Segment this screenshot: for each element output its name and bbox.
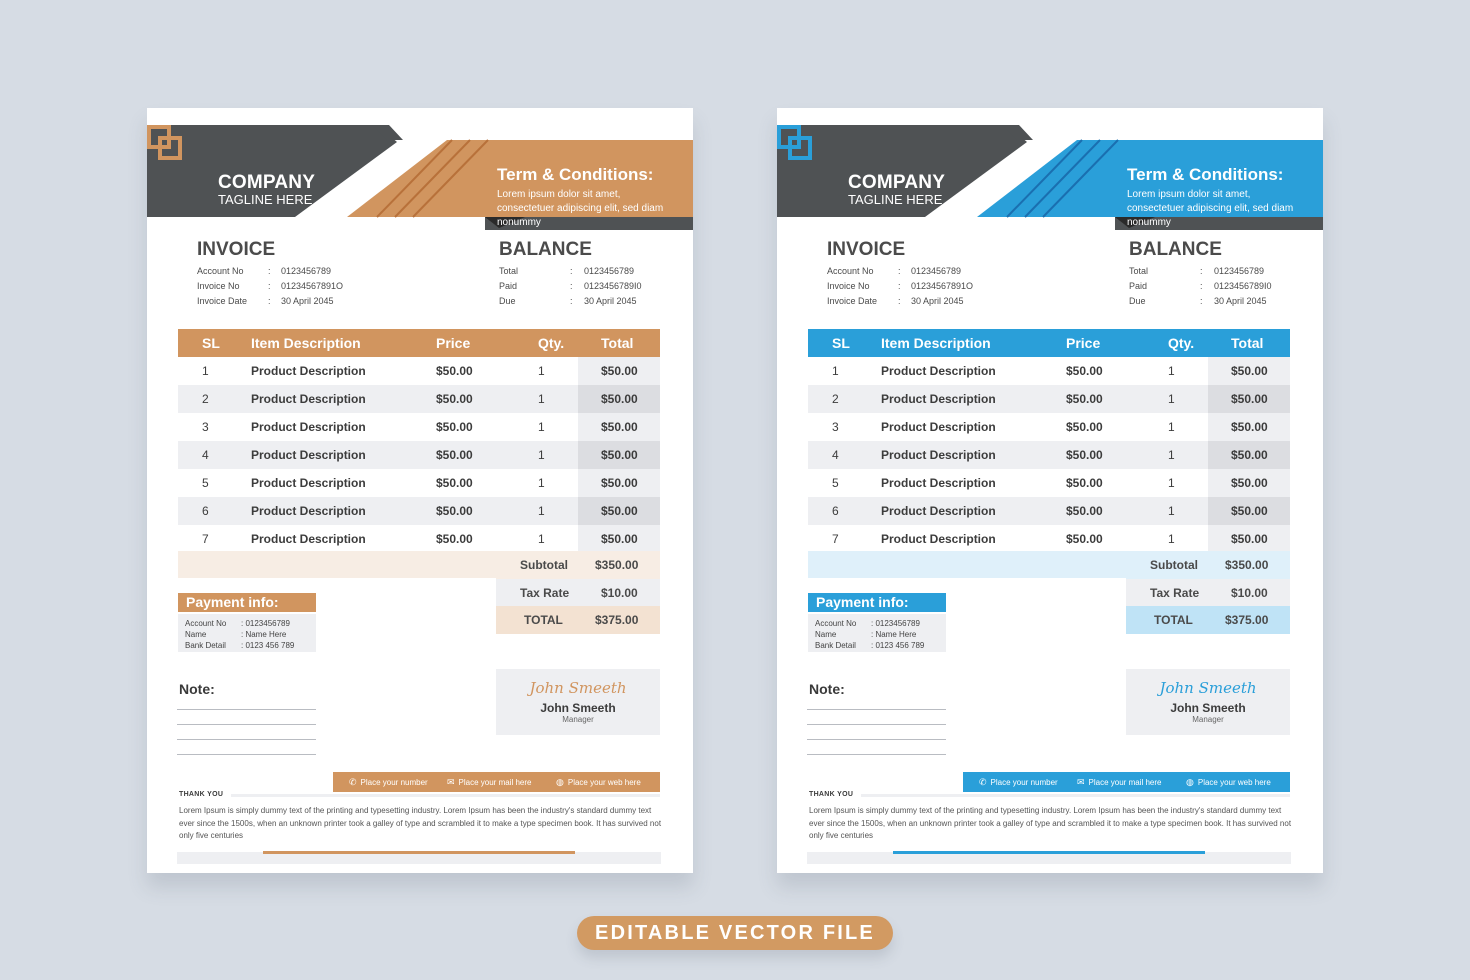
thank-you-label: THANK YOU (179, 791, 224, 798)
editable-vector-file-banner: EDITABLE VECTOR FILE (577, 916, 893, 950)
invoice-header (147, 125, 693, 230)
cell-total: $50.00 (601, 504, 638, 518)
total-label: TOTAL (1154, 613, 1193, 627)
company-tagline: TAGLINE HERE (848, 192, 943, 207)
payment-info-title: Payment info: (178, 593, 316, 612)
invoice-field-value: 01234567891O (281, 281, 344, 291)
cell-sl: 2 (832, 392, 839, 406)
invoice-field-label: Account No (197, 266, 244, 276)
cell-qty: 1 (538, 392, 545, 406)
separator: : (1200, 296, 1203, 306)
cell-sl: 1 (202, 364, 209, 378)
separator: : (898, 281, 901, 291)
total-row (1126, 606, 1290, 634)
separator: : (570, 266, 573, 276)
cell-qty: 1 (538, 364, 545, 378)
total-value: $375.00 (595, 613, 639, 627)
mail-icon: ✉ (447, 777, 455, 787)
globe-icon: ◍ (556, 777, 564, 787)
contact-web: ◍ Place your web here (1186, 777, 1271, 787)
header-qty: Qty. (538, 335, 565, 351)
table-row (808, 497, 1290, 525)
cell-price: $50.00 (436, 420, 473, 434)
cell-sl: 2 (202, 392, 209, 406)
invoice-field-label: Invoice Date (197, 296, 248, 306)
note-line (177, 724, 316, 725)
invoice-sheet-blue (777, 108, 1323, 873)
subtotal-band (808, 551, 1126, 578)
globe-icon: ◍ (1186, 777, 1194, 787)
items-table (808, 329, 1290, 553)
cell-qty: 1 (538, 420, 545, 434)
table-row (808, 441, 1290, 469)
contact-phone: ✆ Place your number (979, 777, 1058, 787)
invoice-field-value: 30 April 2045 (281, 296, 334, 306)
note-line (807, 724, 946, 725)
balance-field-label: Paid (1129, 281, 1148, 291)
invoice-title: INVOICE (827, 239, 906, 260)
cell-total: $50.00 (601, 364, 638, 378)
invoice-field-value: 0123456789 (281, 266, 332, 276)
table-row (808, 525, 1290, 553)
tax-value: $10.00 (1231, 586, 1268, 600)
subtotal-row (496, 551, 660, 579)
cell-desc: Product Description (251, 448, 366, 462)
cell-sl: 3 (832, 420, 839, 434)
tax-row (496, 579, 660, 607)
contact-web: ◍ Place your web here (556, 777, 641, 787)
terms-body: Lorem ipsum dolor sit amet, consectetuer adipiscing elit, sed diam nonummy (1127, 189, 1294, 228)
cell-desc: Product Description (251, 532, 366, 546)
separator: : (1200, 281, 1203, 291)
invoice-field-value: 0123456789 (911, 266, 962, 276)
table-row (808, 469, 1290, 497)
cell-total: $50.00 (601, 420, 638, 434)
cell-sl: 6 (832, 504, 839, 518)
items-table (178, 329, 660, 553)
cell-price: $50.00 (1066, 392, 1103, 406)
cell-price: $50.00 (1066, 448, 1103, 462)
contact-bar (963, 772, 1290, 792)
contact-bar (333, 772, 660, 792)
cell-desc: Product Description (251, 420, 366, 434)
company-name: COMPANY (218, 172, 316, 193)
balance-field-label: Due (1129, 296, 1146, 306)
thank-you-line (861, 794, 1290, 797)
total-row (496, 606, 660, 634)
separator: : (268, 281, 271, 291)
cell-desc: Product Description (881, 476, 996, 490)
payment-info-box (808, 614, 946, 652)
footer-accent-line (893, 851, 1205, 854)
balance-field-label: Paid (499, 281, 518, 291)
cell-price: $50.00 (436, 448, 473, 462)
payment-row: Bank Detail : 0123 456 789 (185, 641, 295, 650)
cell-desc: Product Description (881, 392, 996, 406)
cell-sl: 4 (202, 448, 209, 462)
balance-title: BALANCE (1129, 239, 1222, 260)
cell-desc: Product Description (881, 364, 996, 378)
cell-desc: Product Description (251, 476, 366, 490)
total-label: TOTAL (524, 613, 563, 627)
cell-total: $50.00 (1231, 476, 1268, 490)
cell-total: $50.00 (1231, 392, 1268, 406)
balance-field-value: 0123456789I0 (584, 281, 642, 291)
table-row (178, 357, 660, 385)
header-description: Item Description (881, 335, 991, 351)
payment-info-box (178, 614, 316, 652)
payment-row: Bank Detail : 0123 456 789 (815, 641, 925, 650)
cell-price: $50.00 (1066, 420, 1103, 434)
cell-price: $50.00 (436, 476, 473, 490)
thank-you-label: THANK YOU (809, 791, 854, 798)
footer-text: Lorem Ipsum is simply dummy text of the printing and typesetting industry. Lorem Ipsum has been the industry's standard dummy text ever since the 1500s, when an unknown printer took a galley of type and scrambled it to make a type specimen book. It has survived not only five centuries (179, 806, 662, 840)
payment-row: Account No : 0123456789 (815, 619, 920, 628)
cell-total: $50.00 (601, 476, 638, 490)
payment-info-title: Payment info: (808, 593, 946, 612)
balance-field-label: Total (499, 266, 519, 276)
header-description: Item Description (251, 335, 361, 351)
subtotal-label: Subtotal (1150, 558, 1198, 572)
signatory-name: John Smeeth (1170, 701, 1246, 715)
cell-total: $50.00 (1231, 532, 1268, 546)
cell-price: $50.00 (1066, 364, 1103, 378)
separator: : (268, 296, 271, 306)
balance-field-value: 0123456789 (584, 266, 635, 276)
signature-box (1126, 669, 1290, 735)
subtotal-row (1126, 551, 1290, 579)
table-row (178, 385, 660, 413)
tax-label: Tax Rate (520, 586, 570, 600)
invoice-field-label: Invoice Date (827, 296, 878, 306)
terms-body: Lorem ipsum dolor sit amet, consectetuer adipiscing elit, sed diam nonummy (497, 189, 664, 228)
cell-qty: 1 (1168, 448, 1175, 462)
cell-sl: 7 (202, 532, 209, 546)
payment-row: Name : Name Here (815, 630, 917, 639)
header-total: Total (601, 335, 634, 351)
cell-qty: 1 (538, 448, 545, 462)
cell-qty: 1 (1168, 392, 1175, 406)
cell-qty: 1 (1168, 532, 1175, 546)
invoice-title: INVOICE (197, 239, 276, 260)
invoice-sheet-orange (147, 108, 693, 873)
subtotal-value: $350.00 (1225, 558, 1269, 572)
cell-price: $50.00 (1066, 476, 1103, 490)
balance-field-value: 30 April 2045 (1214, 296, 1267, 306)
note-line (807, 739, 946, 740)
footer-accent-line (263, 851, 575, 854)
cell-qty: 1 (538, 504, 545, 518)
company-logo-icon (147, 125, 183, 161)
mail-icon: ✉ (1077, 777, 1085, 787)
phone-icon: ✆ (979, 777, 987, 787)
table-row (178, 469, 660, 497)
cell-total: $50.00 (1231, 420, 1268, 434)
table-row (178, 441, 660, 469)
cell-total: $50.00 (601, 392, 638, 406)
thank-you-line (231, 794, 660, 797)
signatory-role: Manager (1192, 715, 1224, 724)
cell-price: $50.00 (1066, 532, 1103, 546)
cell-desc: Product Description (251, 504, 366, 518)
table-header (178, 329, 660, 357)
separator: : (570, 281, 573, 291)
terms-title: Term & Conditions: (1127, 165, 1284, 184)
table-row (808, 413, 1290, 441)
invoice-field-label: Invoice No (197, 281, 240, 291)
payment-row: Account No : 0123456789 (185, 619, 290, 628)
balance-field-value: 0123456789 (1214, 266, 1265, 276)
cell-sl: 1 (832, 364, 839, 378)
cell-price: $50.00 (436, 504, 473, 518)
signatory-name: John Smeeth (540, 701, 616, 715)
note-line (807, 754, 946, 755)
table-row (808, 385, 1290, 413)
invoice-field-label: Account No (827, 266, 874, 276)
note-label: Note: (809, 681, 845, 697)
subtotal-band (178, 551, 496, 578)
contact-phone: ✆ Place your number (349, 777, 428, 787)
invoice-header (777, 125, 1323, 230)
terms-title: Term & Conditions: (497, 165, 654, 184)
cell-total: $50.00 (1231, 448, 1268, 462)
tax-value: $10.00 (601, 586, 638, 600)
note-line (177, 754, 316, 755)
balance-title: BALANCE (499, 239, 592, 260)
balance-field-value: 0123456789I0 (1214, 281, 1272, 291)
header-sl: SL (202, 335, 220, 351)
note-line (177, 709, 316, 710)
table-row (178, 497, 660, 525)
cell-sl: 7 (832, 532, 839, 546)
cell-qty: 1 (1168, 504, 1175, 518)
table-header (808, 329, 1290, 357)
cell-price: $50.00 (1066, 504, 1103, 518)
header-sl: SL (832, 335, 850, 351)
subtotal-value: $350.00 (595, 558, 639, 572)
total-value: $375.00 (1225, 613, 1269, 627)
balance-field-value: 30 April 2045 (584, 296, 637, 306)
invoice-field-label: Invoice No (827, 281, 870, 291)
cell-price: $50.00 (436, 364, 473, 378)
cell-sl: 5 (202, 476, 209, 490)
separator: : (898, 296, 901, 306)
payment-row: Name : Name Here (185, 630, 287, 639)
cell-qty: 1 (1168, 420, 1175, 434)
cell-sl: 4 (832, 448, 839, 462)
cell-sl: 5 (832, 476, 839, 490)
header-total: Total (1231, 335, 1264, 351)
cell-total: $50.00 (601, 448, 638, 462)
cell-desc: Product Description (881, 504, 996, 518)
cell-total: $50.00 (601, 532, 638, 546)
balance-field-label: Total (1129, 266, 1149, 276)
contact-mail: ✉ Place your mail here (447, 777, 532, 787)
signature-script: John Smeeth (529, 679, 627, 697)
separator: : (268, 266, 271, 276)
cell-price: $50.00 (436, 392, 473, 406)
cell-total: $50.00 (1231, 364, 1268, 378)
cell-qty: 1 (1168, 476, 1175, 490)
signatory-role: Manager (562, 715, 594, 724)
header-price: Price (436, 335, 471, 351)
tax-label: Tax Rate (1150, 586, 1200, 600)
cell-desc: Product Description (881, 448, 996, 462)
footer-text: Lorem Ipsum is simply dummy text of the printing and typesetting industry. Lorem Ipsum has been the industry's standard dummy text ever since the 1500s, when an unknown printer took a galley of type and scrambled it to make a type specimen book. It has survived not only five centuries (809, 806, 1292, 840)
header-qty: Qty. (1168, 335, 1195, 351)
company-logo-icon (777, 125, 813, 161)
note-label: Note: (179, 681, 215, 697)
cell-qty: 1 (1168, 364, 1175, 378)
separator: : (898, 266, 901, 276)
header-price: Price (1066, 335, 1101, 351)
table-row (808, 357, 1290, 385)
phone-icon: ✆ (349, 777, 357, 787)
subtotal-label: Subtotal (520, 558, 568, 572)
invoice-field-value: 01234567891O (911, 281, 974, 291)
signature-box (496, 669, 660, 735)
cell-desc: Product Description (251, 392, 366, 406)
cell-sl: 6 (202, 504, 209, 518)
note-line (177, 739, 316, 740)
separator: : (570, 296, 573, 306)
separator: : (1200, 266, 1203, 276)
cell-price: $50.00 (436, 532, 473, 546)
contact-mail: ✉ Place your mail here (1077, 777, 1162, 787)
cell-qty: 1 (538, 476, 545, 490)
company-name: COMPANY (848, 172, 946, 193)
note-line (807, 709, 946, 710)
table-row (178, 413, 660, 441)
signature-script: John Smeeth (1159, 679, 1257, 697)
cell-sl: 3 (202, 420, 209, 434)
invoice-field-value: 30 April 2045 (911, 296, 964, 306)
cell-desc: Product Description (881, 420, 996, 434)
balance-field-label: Due (499, 296, 516, 306)
company-tagline: TAGLINE HERE (218, 192, 313, 207)
table-row (178, 525, 660, 553)
cell-total: $50.00 (1231, 504, 1268, 518)
cell-qty: 1 (538, 532, 545, 546)
cell-desc: Product Description (251, 364, 366, 378)
tax-row (1126, 579, 1290, 607)
cell-desc: Product Description (881, 532, 996, 546)
